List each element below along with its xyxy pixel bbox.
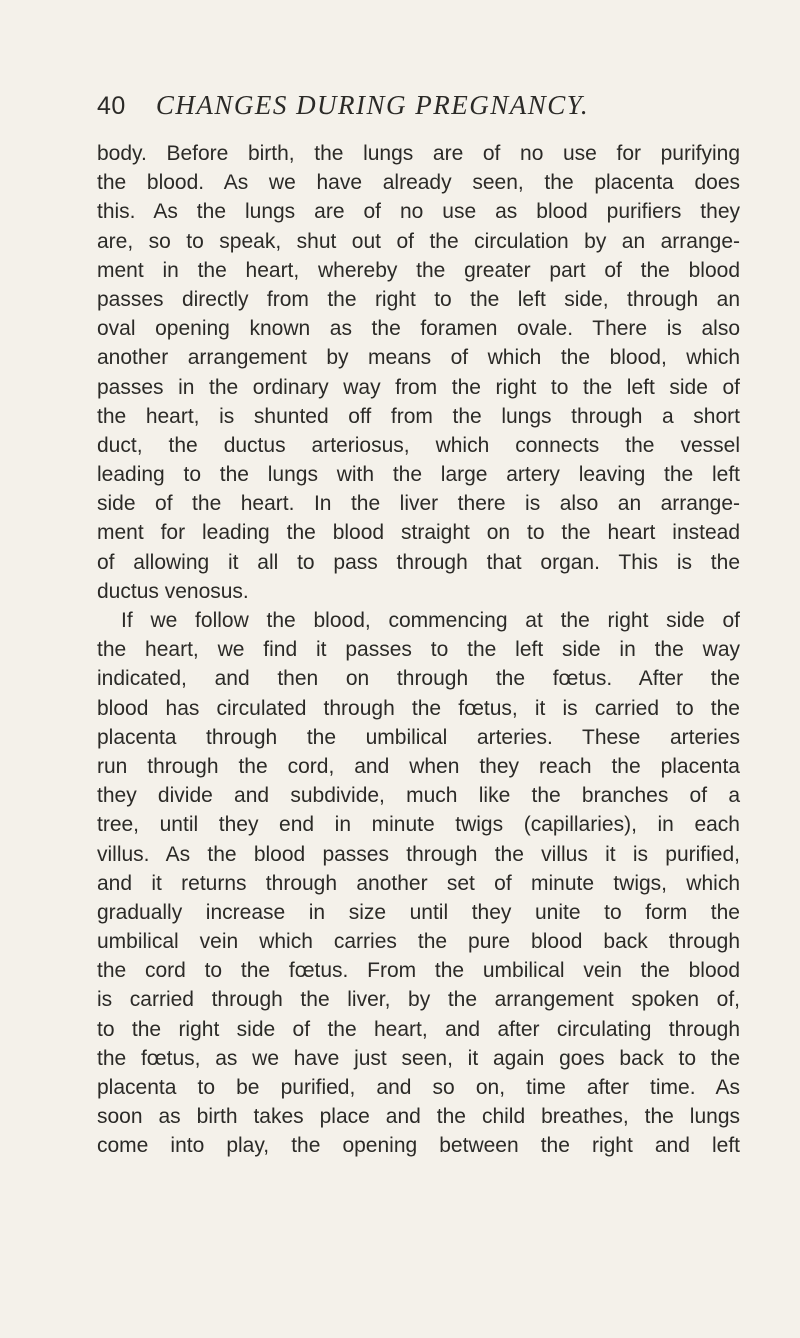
paragraph — [97, 139, 740, 606]
text-line: and it returns through another set of minute twigs, which — [97, 871, 740, 895]
text-line: tree, until they end in minute twigs (capillaries), in each — [97, 813, 740, 837]
text-line: another arrangement by means of which the blood, which — [97, 346, 740, 370]
text-line: body. Before birth, the lungs are of no use for purifying — [97, 142, 740, 165]
text-line: umbilical vein which carries the pure blood back through — [97, 930, 740, 954]
text-line: run through the cord, and when they reach the placenta — [97, 754, 740, 778]
text-line: villus. As the blood passes through the villus it is purified, — [97, 842, 740, 866]
text-line: come into play, the opening between the right and left — [97, 1134, 740, 1158]
text-line: side of the heart. In the liver there is also an arrange- — [97, 492, 740, 516]
text-line: placenta through the umbilical arteries. These arteries — [97, 725, 740, 749]
text-line: they divide and subdivide, much like the branches of a — [97, 784, 740, 808]
body-text — [97, 139, 740, 1161]
text-line: soon as birth takes place and the child breathes, the lungs — [97, 1105, 740, 1129]
running-head — [97, 90, 737, 130]
text-line: are, so to speak, shut out of the circulation by an arrange- — [97, 229, 740, 253]
text-line: to the right side of the heart, and after circulating through — [97, 1017, 740, 1041]
text-line: gradually increase in size until they unite to form the — [97, 900, 740, 924]
text-line: the heart, is shunted off from the lungs through a short — [97, 404, 740, 428]
text-line: ductus venosus. — [97, 579, 249, 603]
text-line: of allowing it all to pass through that organ. This is the — [97, 550, 740, 574]
paragraph — [97, 606, 740, 1161]
text-line: oval opening known as the foramen ovale. There is also — [97, 317, 740, 341]
text-line: the heart, we find it passes to the left side in the way — [97, 638, 740, 662]
text-line: the blood. As we have already seen, the placenta does — [97, 171, 740, 195]
text-line: passes directly from the right to the left side, through an — [97, 287, 740, 311]
text-line: If we follow the blood, commencing at the right side of — [121, 609, 740, 632]
text-line: is carried through the liver, by the arrangement spoken of, — [97, 988, 740, 1012]
text-line: leading to the lungs with the large artery leaving the left — [97, 463, 740, 487]
text-line: ment in the heart, whereby the greater part of the blood — [97, 258, 740, 282]
text-line: the fœtus, as we have just seen, it again goes back to the — [97, 1046, 740, 1070]
text-line: duct, the ductus arteriosus, which connects the vessel — [97, 433, 740, 457]
text-line: blood has circulated through the fœtus, it is carried to the — [97, 696, 740, 720]
page-number: 40 — [97, 92, 126, 120]
text-line: this. As the lungs are of no use as blood purifiers they — [97, 200, 740, 224]
text-line: indicated, and then on through the fœtus. After the — [97, 667, 740, 691]
text-line: the cord to the fœtus. From the umbilical vein the blood — [97, 959, 740, 983]
text-line: passes in the ordinary way from the right to the left side of — [97, 375, 740, 399]
text-line: placenta to be purified, and so on, time after time. As — [97, 1076, 740, 1099]
text-line: ment for leading the blood straight on to the heart instead — [97, 521, 740, 545]
running-title: CHANGES DURING PREGNANCY. — [155, 90, 590, 120]
